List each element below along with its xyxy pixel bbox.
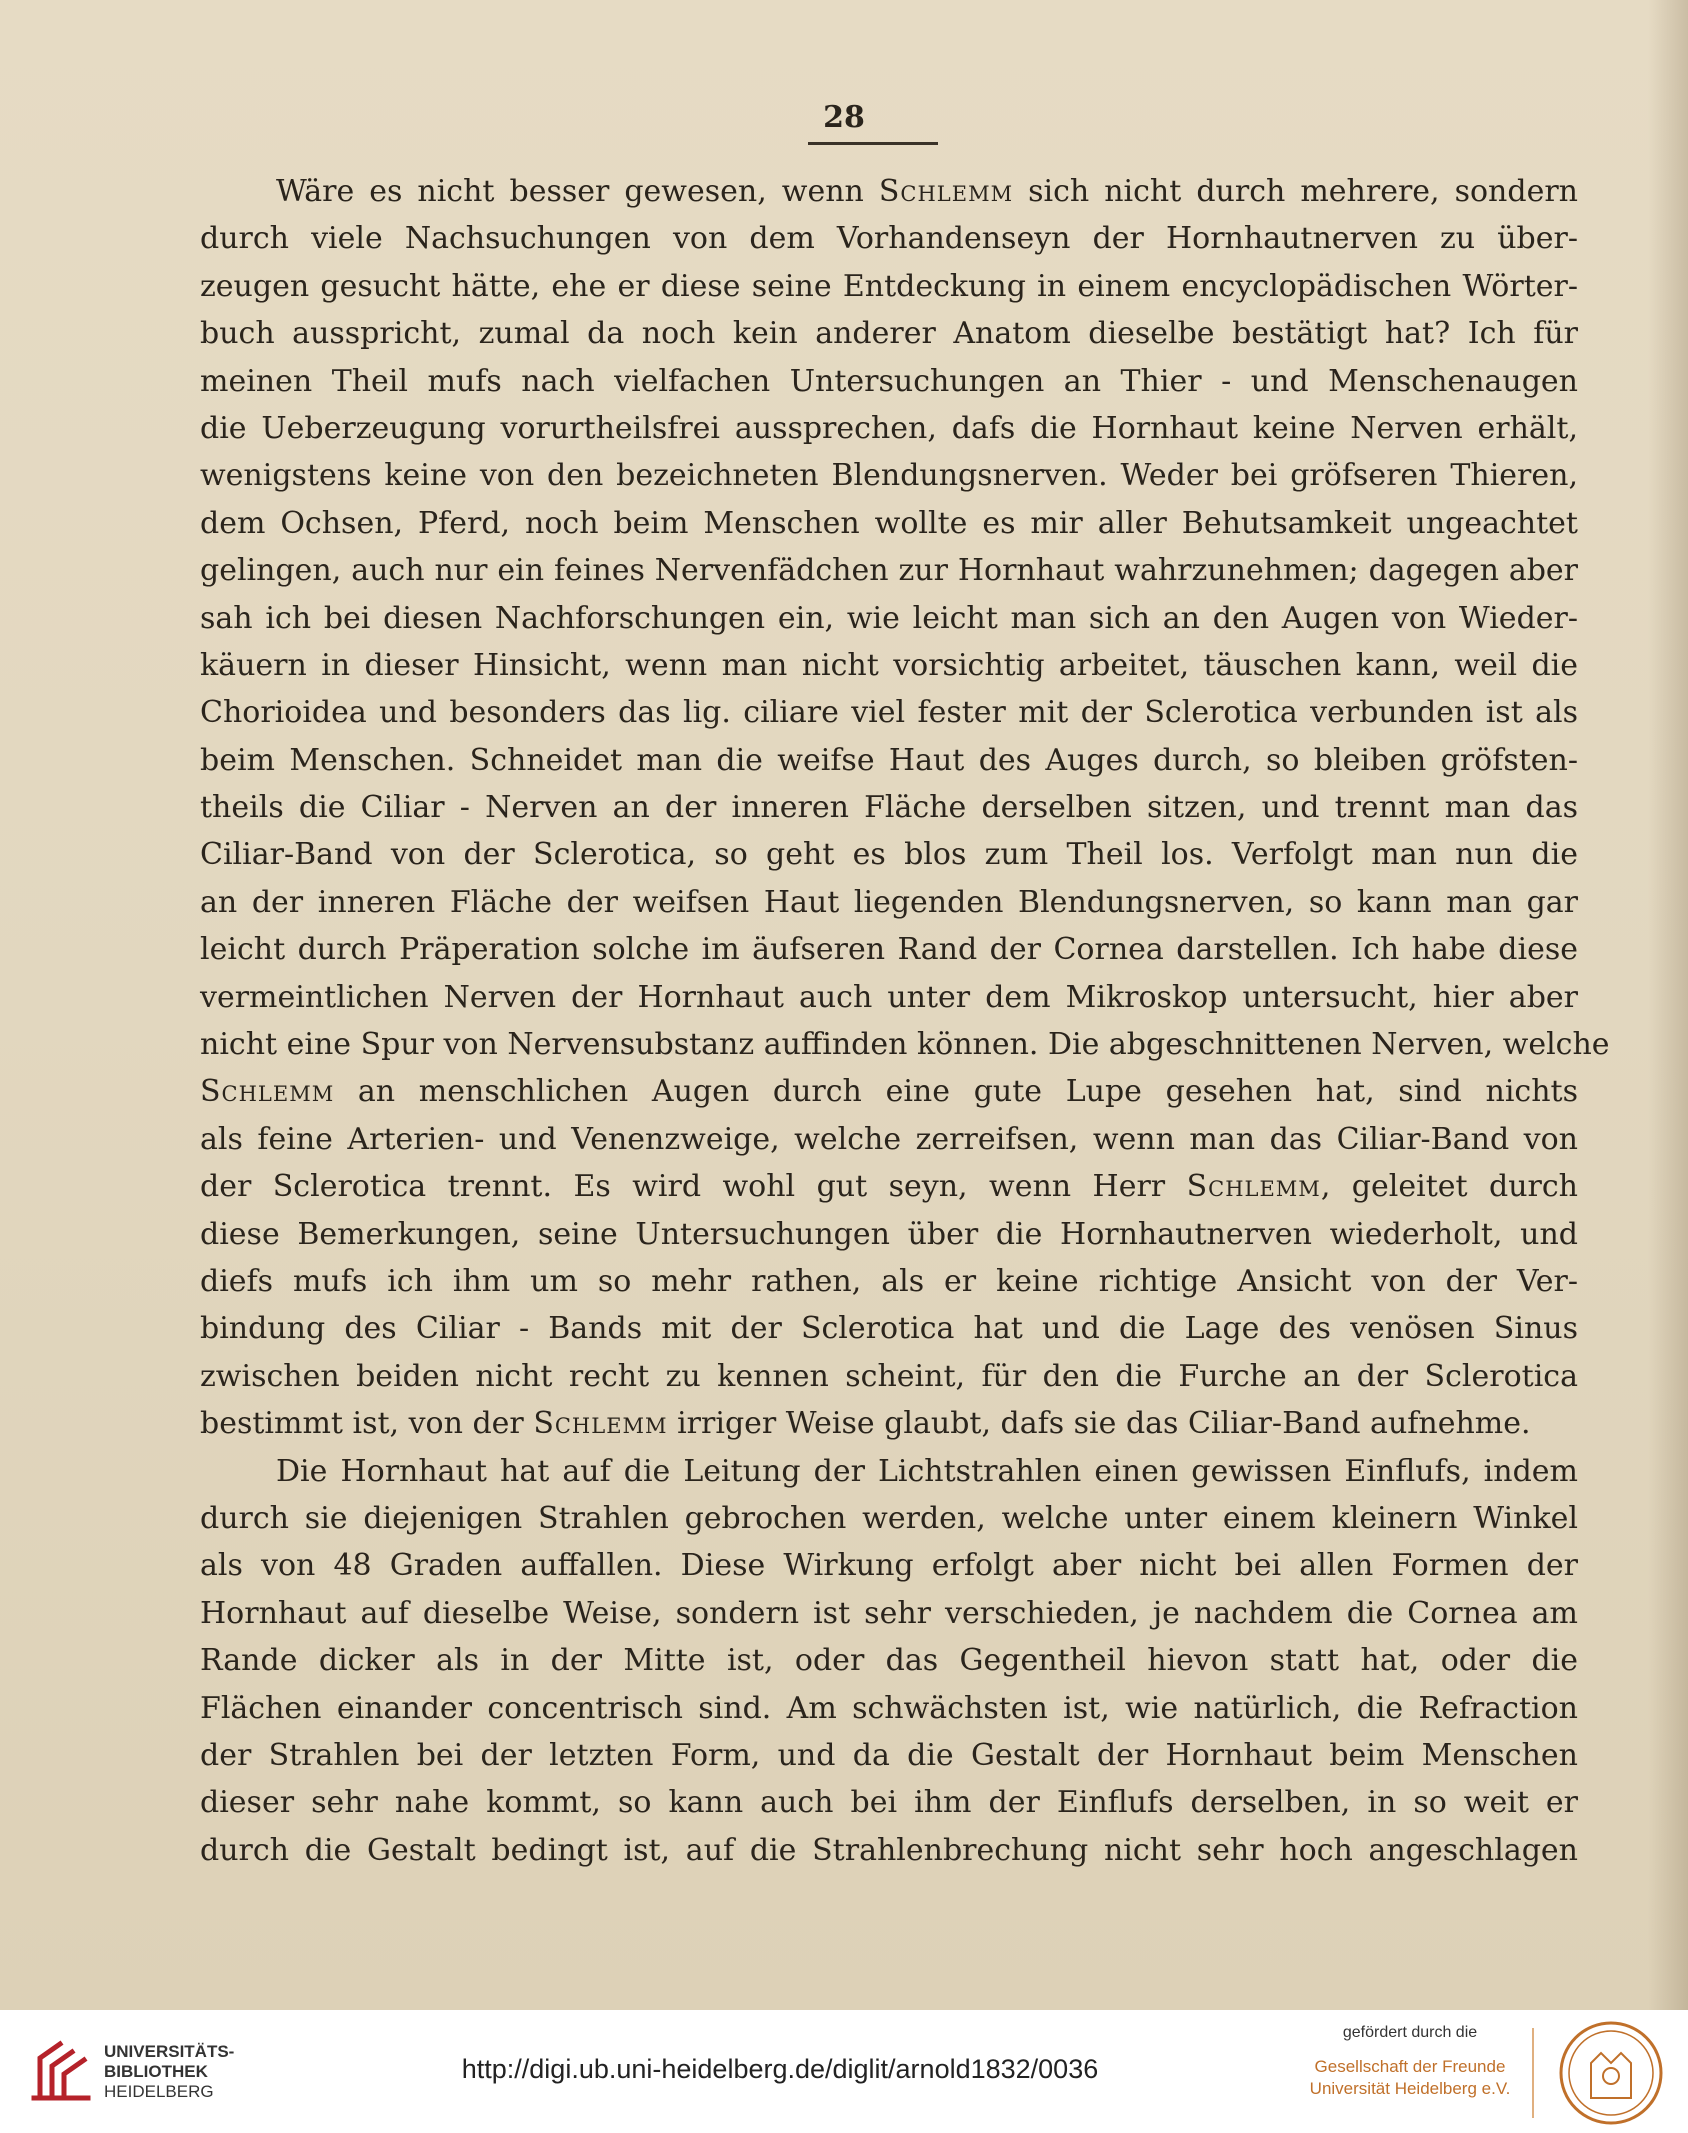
text-run: Flächen einander concentrisch sind. Am schwächsten ist, wie natürlich, die Refraction	[200, 1690, 1578, 1726]
text-run: käuern in dieser Hinsicht, wenn man nicht vorsichtig arbeitet, täuschen kann, weil die	[200, 647, 1578, 683]
text-run: nicht eine Spur von Nervensubstanz auffinden können. Die abgeschnittenen Nerven, welche	[200, 1027, 1610, 1063]
text-run: beim Menschen. Schneidet man die weifse Haut des Auges durch, so bleiben gröfsten-	[200, 742, 1578, 778]
text-run: an menschlichen Augen durch eine gute Lupe gesehen hat, sind nichts	[334, 1074, 1578, 1110]
text-line	[200, 737, 1578, 784]
text-line	[200, 1685, 1578, 1732]
text-line	[200, 595, 1578, 642]
text-run: durch viele Nachsuchungen von dem Vorhandenseyn der Hornhautnerven zu über-	[200, 221, 1578, 257]
text-line	[200, 642, 1578, 689]
text-line	[200, 1542, 1578, 1589]
text-run: wenigstens keine von den bezeichneten Blendungsnerven. Weder bei gröfseren Thieren,	[200, 458, 1578, 494]
text-run: die Ueberzeugung vorurtheilsfrei aussprechen, dafs die Hornhaut keine Nerven erhält,	[200, 410, 1578, 446]
text-line	[200, 310, 1578, 357]
sponsor-block	[1300, 2024, 1520, 2100]
text-run: zeugen gesucht hätte, ehe er diese seine Entdeckung in einem encyclopädischen Wörter-	[200, 268, 1578, 304]
sponsor-intro: gefördert durch die	[1342, 2024, 1478, 2041]
text-run: durch die Gestalt bedingt ist, auf die Strahlenbrechung nicht sehr hoch angeschlagen	[200, 1832, 1578, 1868]
text-line	[200, 831, 1578, 878]
author-name-smallcaps: Schlemm	[533, 1406, 668, 1442]
ub-heidelberg-wordmark	[104, 2042, 234, 2102]
text-run: gelingen, auch nur ein feines Nervenfädchen zur Hornhaut wahrzunehmen; dagegen aber	[200, 553, 1578, 589]
text-run: zwischen beiden nicht recht zu kennen scheint, für den die Furche an der Sclerotica	[200, 1358, 1578, 1394]
text-run: theils die Ciliar - Nerven an der inneren Fläche derselben sitzen, und trennt man das	[200, 790, 1578, 826]
text-run: , geleitet durch	[1320, 1169, 1578, 1205]
footer-bar	[0, 2010, 1688, 2133]
ub-line-3: HEIDELBERG	[104, 2082, 214, 2101]
sponsor-divider	[1532, 2028, 1534, 2118]
text-line	[200, 168, 1578, 215]
page-number-rule	[808, 142, 938, 145]
text-line	[200, 1068, 1578, 1115]
page-number: 28	[823, 100, 865, 135]
text-line	[200, 1211, 1578, 1258]
text-run: bestimmt ist, von der	[200, 1406, 534, 1442]
sponsor-name-1: Gesellschaft der Freunde	[1314, 2057, 1506, 2076]
text-line	[200, 1116, 1578, 1163]
text-line	[200, 405, 1578, 452]
ub-line-2: BIBLIOTHEK	[104, 2062, 208, 2081]
text-line	[200, 1779, 1578, 1826]
text-line	[200, 1305, 1578, 1352]
text-line	[200, 1637, 1578, 1684]
text-run: Ciliar-Band von der Sclerotica, so geht es blos zum Theil los. Verfolgt man nun die	[200, 837, 1578, 873]
author-name-smallcaps: Schlemm	[1186, 1169, 1321, 1205]
text-run: der Strahlen bei der letzten Form, und da die Gestalt der Hornhaut beim Menschen	[200, 1737, 1578, 1773]
text-run: Rande dicker als in der Mitte ist, oder das Gegentheil hievon statt hat, oder die	[200, 1643, 1578, 1679]
text-run: bindung des Ciliar - Bands mit der Sclerotica hat und die Lage des venösen Sinus	[200, 1311, 1578, 1347]
text-run: an der inneren Fläche der weifsen Haut liegenden Blendungsnerven, so kann man gar	[200, 884, 1578, 920]
text-line	[200, 926, 1578, 973]
text-run: diefs mufs ich ihm um so mehr rathen, als er keine richtige Ansicht von der Ver-	[200, 1263, 1578, 1299]
text-line	[200, 689, 1578, 736]
author-name-smallcaps: Schlemm	[878, 174, 1014, 209]
university-seal-icon	[1556, 2018, 1666, 2128]
text-line	[200, 1163, 1578, 1210]
permalink-url[interactable]: http://digi.ub.uni-heidelberg.de/diglit/arnold1832/0036	[461, 2054, 1099, 2084]
text-line	[200, 452, 1578, 499]
body-text	[200, 168, 1610, 1874]
text-line	[200, 1448, 1578, 1495]
ub-line-1: UNIVERSITÄTS-	[104, 2042, 235, 2061]
ub-heidelberg-logo-icon	[26, 2036, 98, 2108]
text-line	[200, 547, 1578, 594]
text-line	[200, 263, 1578, 310]
page-edge-shadow	[1648, 0, 1688, 2010]
text-run: diese Bemerkungen, seine Untersuchungen über die Hornhautnerven wiederholt, und	[200, 1216, 1578, 1252]
text-line	[200, 1827, 1578, 1874]
text-line	[200, 1353, 1578, 1400]
text-line	[200, 974, 1578, 1021]
text-line	[200, 215, 1578, 262]
text-run: leicht durch Präperation solche im äufseren Rand der Cornea darstellen. Ich habe diese	[200, 932, 1578, 968]
text-line	[200, 358, 1578, 405]
text-line	[200, 1021, 1610, 1068]
text-run: Chorioidea und besonders das lig. ciliare viel fester mit der Sclerotica verbunden ist als	[200, 695, 1578, 731]
text-run: als von 48 Graden auffallen. Diese Wirkung erfolgt aber nicht bei allen Formen der	[200, 1548, 1578, 1584]
text-run: durch sie diejenigen Strahlen gebrochen werden, welche unter einem kleinern Winkel	[200, 1500, 1578, 1536]
text-run: Die Hornhaut hat auf die Leitung der Lichtstrahlen einen gewissen Einflufs, indem	[276, 1453, 1578, 1489]
text-run: der Sclerotica trennt. Es wird wohl gut seyn, wenn Herr	[200, 1169, 1187, 1205]
text-run: als feine Arterien- und Venenzweige, welche zerreifsen, wenn man das Ciliar-Band von	[200, 1121, 1578, 1157]
text-line	[200, 1732, 1578, 1779]
author-name-smallcaps: Schlemm	[200, 1074, 335, 1110]
text-run: meinen Theil mufs nach vielfachen Untersuchungen an Thier - und Menschenaugen	[200, 363, 1578, 399]
text-line	[200, 784, 1578, 831]
text-line	[200, 1258, 1578, 1305]
text-run: dieser sehr nahe kommt, so kann auch bei ihm der Einflufs derselben, in so weit er	[200, 1785, 1578, 1821]
text-run: vermeintlichen Nerven der Hornhaut auch unter dem Mikroskop untersucht, hier aber	[200, 979, 1578, 1015]
text-run: Wäre es nicht besser gewesen, wenn	[276, 174, 879, 209]
text-run: sah ich bei diesen Nachforschungen ein, wie leicht man sich an den Augen von Wieder-	[200, 600, 1578, 636]
text-line	[200, 879, 1578, 926]
text-line	[200, 1495, 1578, 1542]
text-run: sich nicht durch mehrere, sondern	[1013, 174, 1578, 209]
text-line	[200, 1400, 1578, 1447]
sponsor-name-2: Universität Heidelberg e.V.	[1309, 2079, 1511, 2098]
text-run: dem Ochsen, Pferd, noch beim Menschen wollte es mir aller Behutsamkeit ungeachtet	[200, 505, 1578, 541]
text-run: irriger Weise glaubt, dafs sie das Ciliar-Band aufnehme.	[667, 1406, 1531, 1442]
text-run: Hornhaut auf dieselbe Weise, sondern ist sehr verschieden, je nachdem die Cornea am	[200, 1595, 1578, 1631]
text-line	[200, 1590, 1578, 1637]
text-line	[200, 500, 1578, 547]
text-run: buch ausspricht, zumal da noch kein anderer Anatom dieselbe bestätigt hat? Ich für	[200, 316, 1578, 352]
